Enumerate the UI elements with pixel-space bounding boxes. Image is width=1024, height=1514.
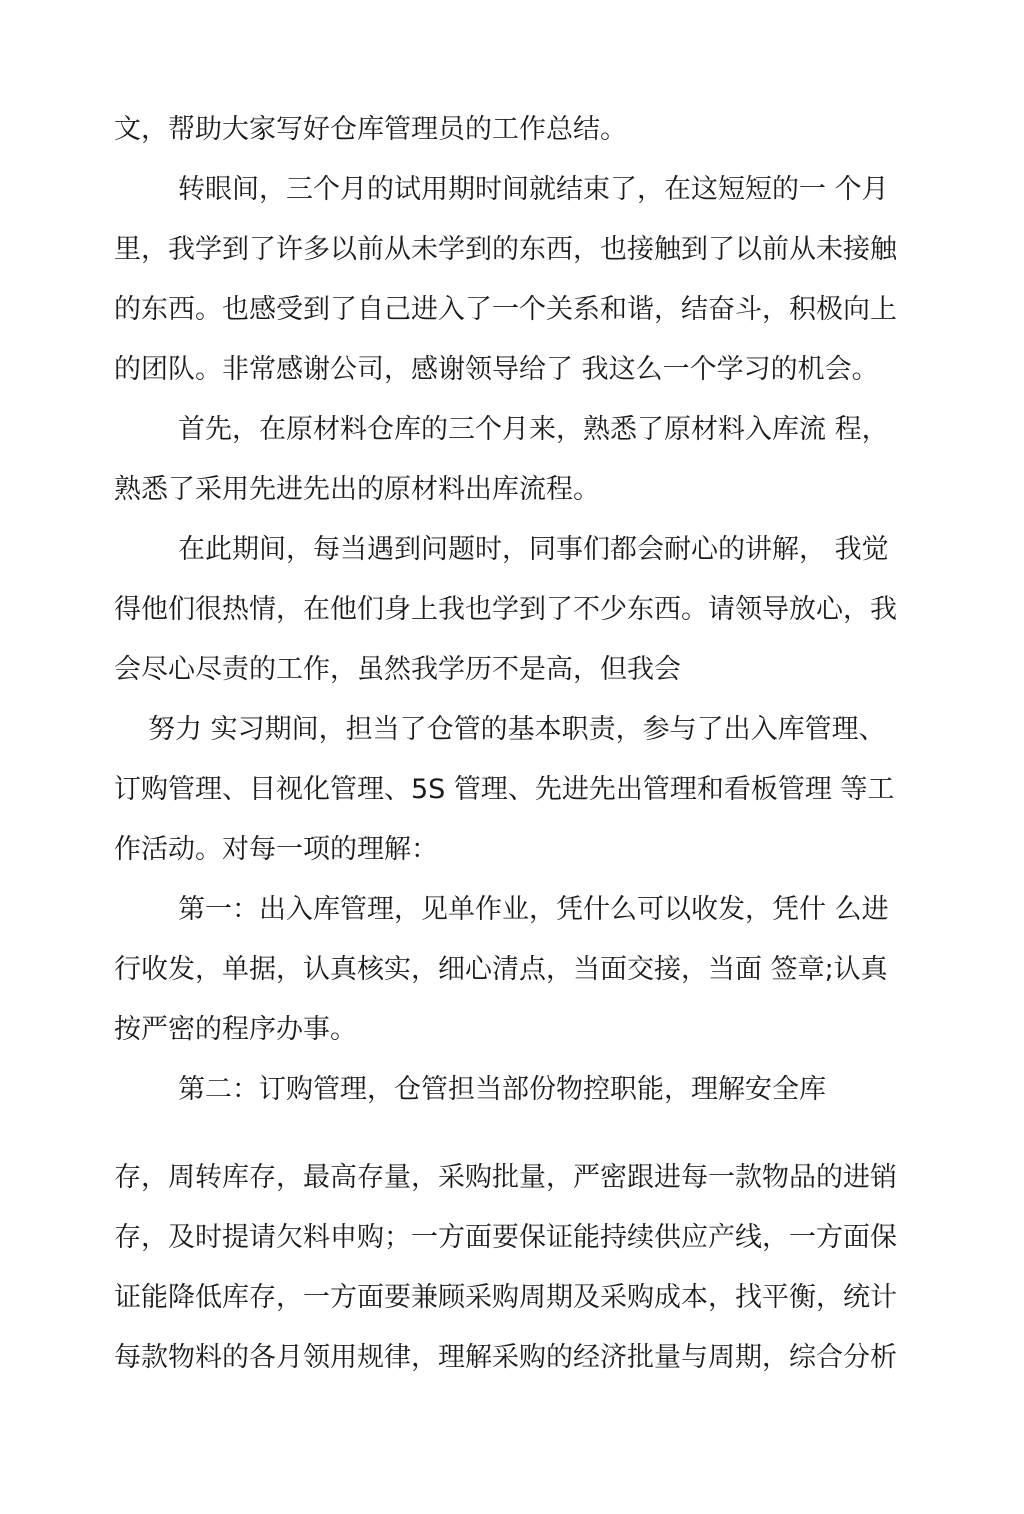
- text-line: 得他们很热情，在他们身上我也学到了不少东西。请领导放心，我: [114, 594, 897, 625]
- text-line: 的东西。也感受到了自己进入了一个关系和谐，结奋斗，积极向上: [114, 294, 897, 325]
- text-line: 努力 实习期间，担当了仓管的基本职责，参与了出入库管理、: [148, 714, 886, 745]
- text-line: 存，周转库存，最高存量，采购批量，严密跟进每一款物品的进销: [114, 1162, 897, 1193]
- text-line: 里，我学到了许多以前从未学到的东西，也接触到了以前从未接触: [114, 234, 897, 265]
- text-line: 证能降低库存，一方面要兼顾采购周期及采购成本，找平衡，统计: [114, 1282, 897, 1313]
- text-line: 在此期间，每当遇到问题时，同事们都会耐心的讲解， 我觉: [178, 534, 889, 565]
- text-line: 的团队。非常感谢公司，感谢领导给了 我这么一个学习的机会。: [114, 354, 879, 385]
- text-line: 按严密的程序办事。: [114, 1014, 357, 1045]
- text-line: 第一：出入库管理，见单作业，凭什么可以收发，凭什 么进: [178, 894, 889, 925]
- text-line: 行收发，单据，认真核实，细心清点，当面交接，当面 签章;认真: [114, 954, 888, 985]
- text-line: 第二：订购管理，仓管担当部份物控职能，理解安全库: [178, 1074, 826, 1105]
- text-line: 作活动。对每一项的理解：: [114, 834, 438, 865]
- text-line: 订购管理、目视化管理、5S 管理、先进先出管理和看板管理 等工: [114, 774, 895, 805]
- text-line: 熟悉了采用先进先出的原材料出库流程。: [114, 474, 600, 505]
- text-line: 文，帮助大家写好仓库管理员的工作总结。: [114, 114, 627, 145]
- text-line: 存，及时提请欠料申购；一方面要保证能持续供应产线，一方面保: [114, 1222, 897, 1253]
- text-line: 转眼间，三个月的试用期时间就结束了，在这短短的一 个月: [178, 174, 889, 205]
- text-line: 每款物料的各月领用规律，理解采购的经济批量与周期，综合分析: [114, 1342, 897, 1373]
- text-line: 会尽心尽责的工作，虽然我学历不是高，但我会: [114, 654, 681, 685]
- text-line: 首先，在原材料仓库的三个月来，熟悉了原材料入库流 程，: [178, 414, 889, 445]
